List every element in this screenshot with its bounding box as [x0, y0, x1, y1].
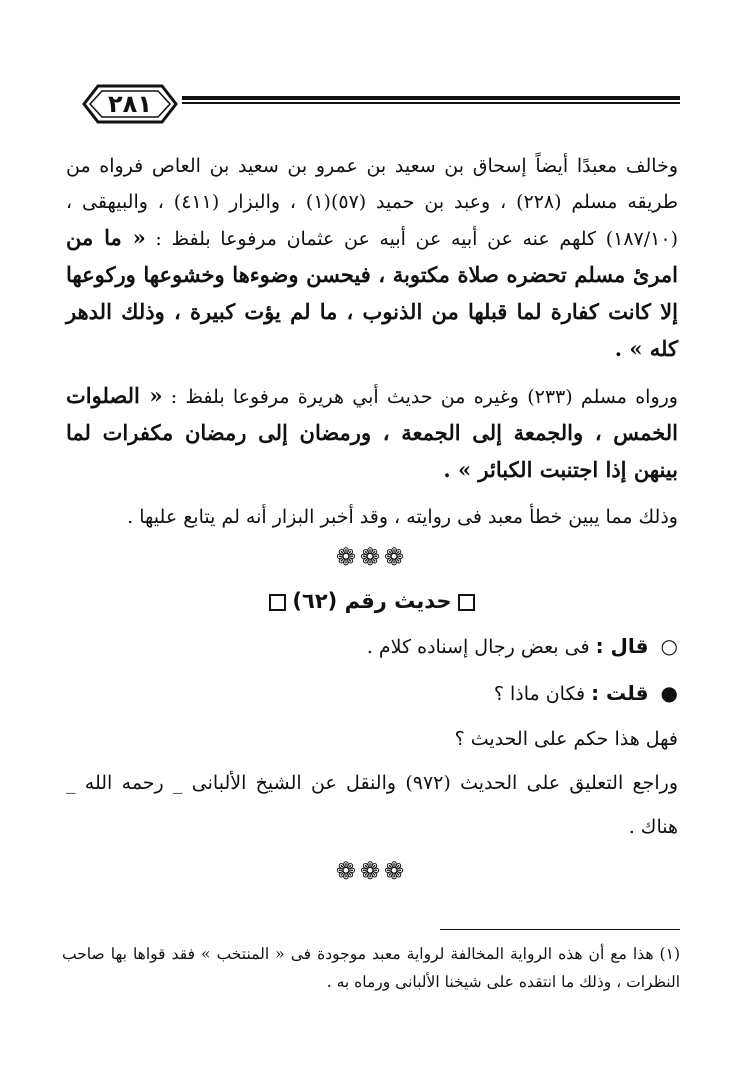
page-body	[66, 148, 678, 893]
filled-circle-icon: ●	[660, 681, 678, 705]
answer-line	[66, 670, 678, 717]
hadith-quote-2: « الصلوات الخمس ، والجمعة إلى الجمعة ، ورمضان إلى رمضان مكفرات لما بينهن إذا اجتنبت الكبائر » .	[66, 383, 678, 482]
square-bullet-icon	[458, 594, 475, 611]
hadith-heading	[66, 579, 678, 623]
page-number: ٢٨١	[108, 90, 152, 118]
page-header	[80, 82, 680, 128]
page-number-badge	[80, 82, 180, 126]
question-line	[66, 623, 678, 670]
square-bullet-icon	[269, 594, 286, 611]
hollow-circle-icon: ○	[660, 634, 678, 658]
paragraph-2-text: ورواه مسلم (٢٣٣) وغيره من حديث أبي هريرة مرفوعا بلفظ :	[170, 386, 678, 408]
ornament-divider-top: ❁❁❁	[335, 543, 409, 571]
hadith-heading-text: حديث رقم (٦٢)	[292, 589, 452, 613]
footnote-separator	[440, 929, 680, 930]
answer-label: قلت :	[591, 681, 649, 705]
ornament-divider-bottom: ❁❁❁	[335, 857, 409, 885]
question-label: قال :	[595, 634, 649, 658]
hadith-quote-1: « ما من امرئ مسلم تحضره صلاة مكتوبة ، فيحسن وضوءها وخشوعها وركوعها إلا كانت كفارة لما قبلها من الذنوب ، ما لم يؤت كبيرة ، وذلك الدهر كله » .	[66, 225, 678, 361]
paragraph-3: وذلك مما يبين خطأ معبد فى روايته ، وقد أخبر البزار أنه لم يتابع عليها .	[127, 506, 678, 528]
paragraph-1	[66, 148, 678, 368]
header-rule-thin	[182, 102, 680, 104]
question-text: فى بعض رجال إسناده كلام .	[366, 636, 590, 658]
closing-question: فهل هذا حكم على الحديث ؟	[454, 728, 678, 750]
header-rule	[182, 96, 680, 100]
answer-text: فكان ماذا ؟	[493, 683, 586, 705]
paragraph-2	[66, 378, 678, 489]
footnote: (١) هذا مع أن هذه الرواية المخالفة لرواية معبد موجودة فى « المنتخب » فقد قواها بها صاحب النظرات ، وذلك ما انتقده على شيخنا الألبانى ورماه به .	[62, 945, 680, 991]
paragraph-1-text: وخالف معبدًا أيضاً إسحاق بن سعيد بن عمرو بن سعيد بن العاص فرواه من طريقه مسلم (٢٢٨) ، وعبد بن حميد (٥٧)(١) ، والبزار (٤١١) ، والبيهقى ، (١٨٧/١٠) كلهم عنه عن أبيه عن أبيه عن عثمان مرفوعا بلفظ :	[66, 155, 679, 250]
closing-reference: وراجع التعليق على الحديث (٩٧٢) والنقل عن الشيخ الألبانى _ رحمه الله _ هناك .	[66, 772, 678, 838]
